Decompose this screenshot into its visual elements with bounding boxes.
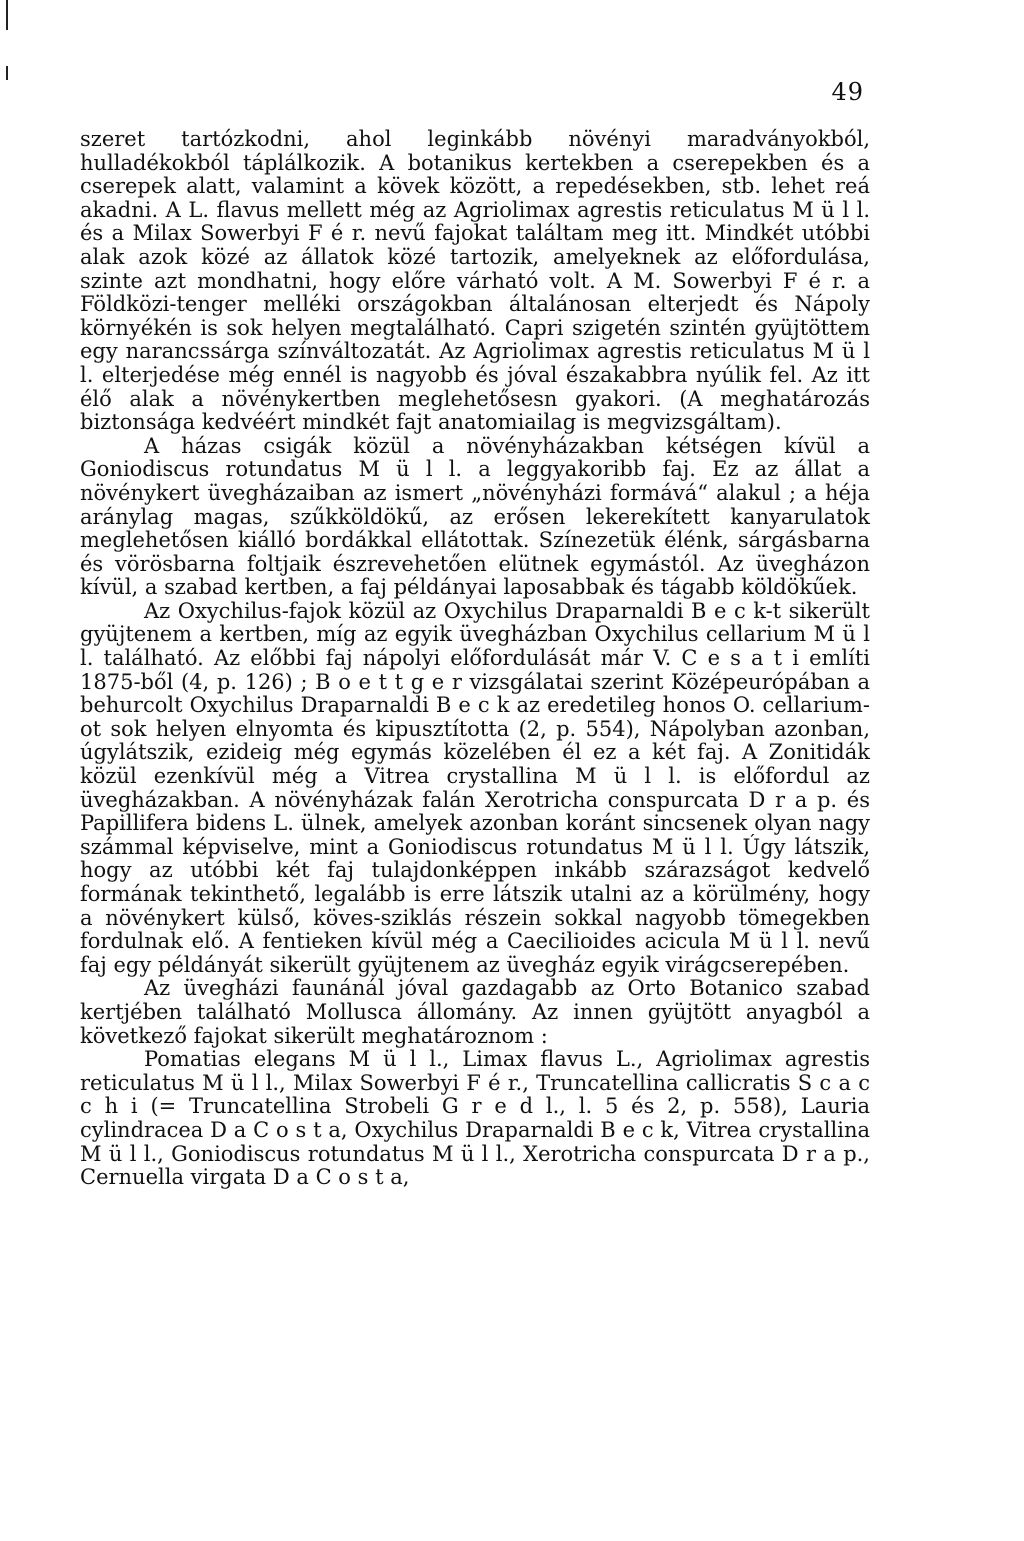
- page-number: 49: [831, 78, 864, 106]
- scan-edge-mark: [6, 66, 8, 80]
- paragraph: szeret tartózkodni, ahol leginkább növényi maradványokból, hulladékokból táplálkozik. A botanikus kertekben a cserepekben és a cserepek alatt, valamint a kövek között, a repedésekben, stb. lehet reá akadni. A L. flavus mellett még az Agriolimax agrestis reticulatus M ü l l. és a Milax Sowerbyi F é r. nevű fajokat találtam meg itt. Mindkét utóbbi alak azok közé az állatok közé tartozik, amelyeknek az előfordulása, szinte azt mondhatni, hogy előre várható volt. A M. Sowerbyi F é r. a Földközi-tenger melléki országokban általánosan elterjedt és Nápoly környékén is sok helyen megtalálható. Capri szigetén szintén gyüjtöttem egy narancssárga színváltozatát. Az Agriolimax agrestis reticulatus M ü l l. elterjedése még ennél is nagyobb és jóval északabbra nyúlik fel. Az itt élő alak a növénykertben meglehetősesn gyakori. (A meghatározás biztonsága kedvéért mindkét fajt anatomiailag is megvizsgáltam).: [80, 127, 870, 435]
- scan-edge-mark: [6, 0, 8, 30]
- paragraph: Az Oxychilus-fajok közül az Oxychilus Draparnaldi B e c k-t sikerült gyüjtenem a kertben, míg az egyik üvegházban Oxychilus cellarium M ü l l. található. Az előbbi faj nápolyi előfordulását már V. C e s a t i említi 1875-ből (4, p. 126) ; B o e t t g e r vizsgálatai szerint Középeurópában a behurcolt Oxychilus Draparnaldi B e c k az eredetileg honos O. cellarium-ot sok helyen elnyomta és kipusztította (2, p. 554), Nápolyban azonban, úgylátszik, ezideig még egymás közelében él ez a két faj. A Zonitidák közül ezenkívül még a Vitrea crystallina M ü l l. is előfordul az üvegházakban. A növényházak falán Xerotricha conspurcata D r a p. és Papillifera bidens L. ülnek, amelyek azonban koránt sincsenek olyan nagy számmal képviselve, mint a Goniodiscus rotundatus M ü l l. Úgy látszik, hogy az utóbbi két faj tulajdonképpen inkább szárazságot kedvelő formának tekinthető, legalább is erre látszik utalni az a körülmény, hogy a növénykert külső, köves-sziklás részein sokkal nagyobb tömegekben fordulnak elő. A fentieken kívül még a Caecilioides acicula M ü l l. nevű faj egy példányát sikerült gyüjtenem az üvegház egyik virágcserepében.: [80, 598, 870, 977]
- species-list-paragraph: Pomatias elegans M ü l l., Limax flavus L., Agriolimax agrestis reticulatus M ü l l., Milax Sowerbyi F é r., Truncatellina callicratis S c a c c h i (= Truncatellina Strobeli G r e d l., l. 5 és 2, p. 558), Lauria cylindracea D a C o s t a, Oxychilus Draparnaldi B e c k, Vitrea crystallina M ü l l., Goniodiscus rotundatus M ü l l., Xerotricha conspurcata D r a p., Cernuella virgata D a C o s t a,: [80, 1047, 870, 1190]
- paragraph: Az üvegházi faunánál jóval gazdagabb az Orto Botanico szabad kertjében található Mollusca állomány. Az innen gyüjtött anyagból a következő fajokat sikerült meghatároznom :: [80, 976, 870, 1048]
- body-text: [80, 128, 870, 1190]
- paragraph: A házas csigák közül a növényházakban kétségen kívül a Goniodiscus rotundatus M ü l l. a leggyakoribb faj. Ez az állat a növénykert üvegházaiban az ismert „növényházi formává“ alakul ; a héja aránylag magas, szűkköldökű, az erősen lekerekített kanyarulatok meglehetősen kiálló bordákkal ellátottak. Színezetük élénk, sárgásbarna és vörösbarna foltjaik észrevehetően elütnek egymástól. Az üvegházon kívül, a szabad kertben, a faj példányai laposabbak és tágabb köldökűek.: [80, 433, 870, 600]
